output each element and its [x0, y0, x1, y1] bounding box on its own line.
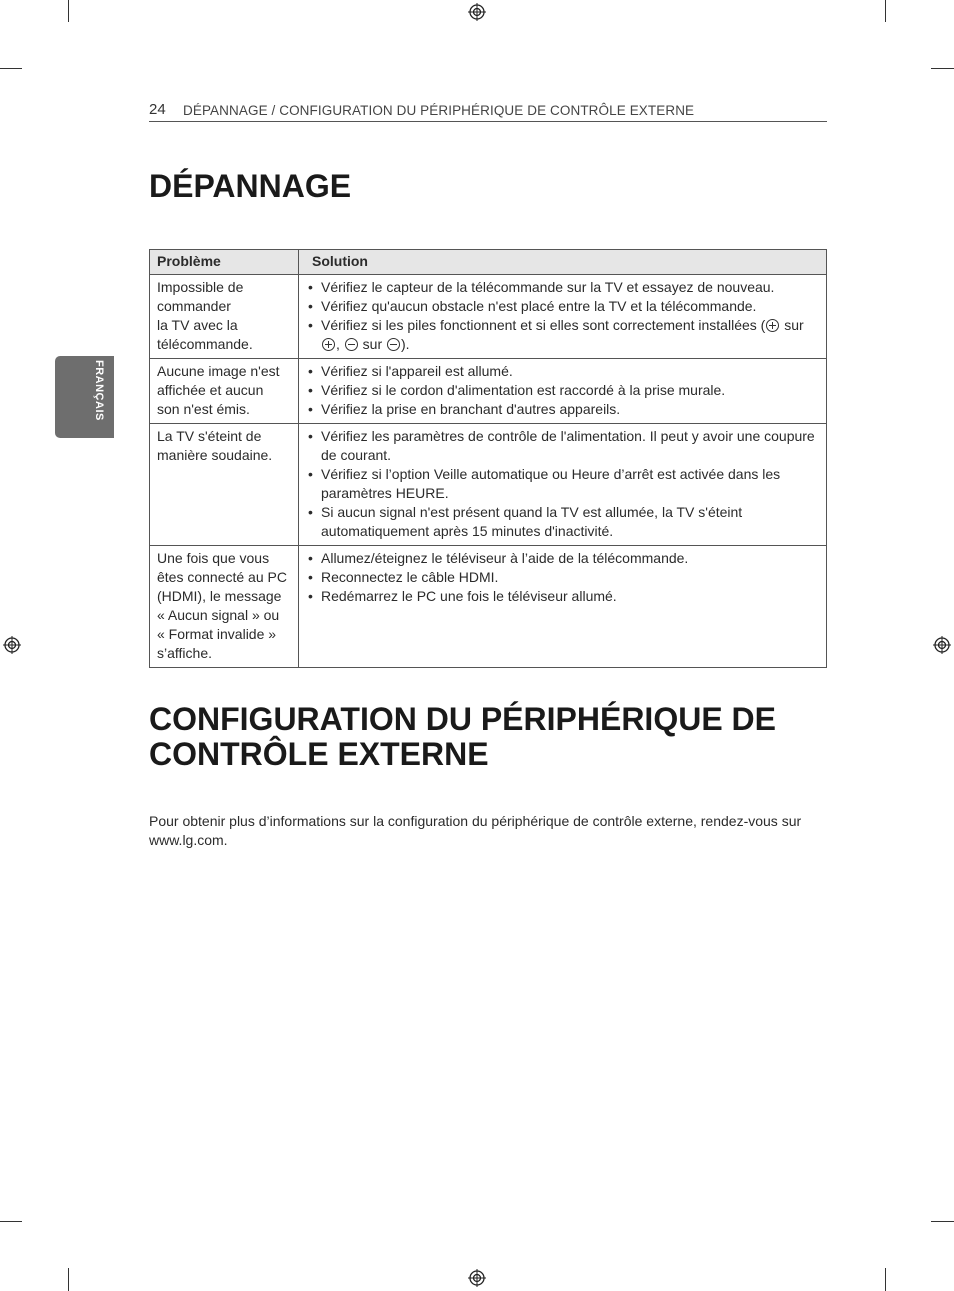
info-paragraph: Pour obtenir plus d’informations sur la configuration du périphérique de contrôle externe, rendez-vous sur www.lg.com. [149, 813, 802, 848]
solution-list [308, 427, 816, 541]
minus-terminal-icon [345, 338, 358, 351]
section-title-line: CONTRÔLE EXTERNE [149, 736, 489, 772]
minus-terminal-icon [387, 338, 400, 351]
registration-mark-icon [3, 636, 21, 654]
problem-line: télécommande. [157, 336, 253, 352]
problem-line: (HDMI), le message [157, 588, 282, 604]
problem-line: Impossible de [157, 279, 244, 295]
page-number: 24 [149, 101, 166, 118]
crop-mark [885, 1268, 886, 1291]
battery-text-end: ). [401, 336, 410, 352]
troubleshooting-table [149, 249, 827, 668]
solution-cell [299, 359, 827, 424]
crop-mark [68, 0, 69, 22]
solution-item-text: Vérifiez si les piles fonctionnent et si elles sont correctement installées ( [321, 317, 766, 333]
registration-mark-icon [468, 1269, 486, 1287]
table-row [150, 359, 827, 424]
table-row [150, 546, 827, 668]
section-title-troubleshooting: DÉPANNAGE [149, 168, 352, 204]
problem-line: s’affiche. [157, 645, 212, 661]
solution-cell [299, 546, 827, 668]
table-row [150, 275, 827, 359]
solution-item: • Si aucun signal n'est présent quand la TV est allumée, la TV s'éteint automatiquement après 15 minutes d'inactivité. [308, 503, 816, 541]
problem-line: manière soudaine. [157, 447, 273, 463]
problem-line: affichée et aucun [157, 382, 264, 398]
solution-item [308, 316, 816, 354]
language-tab-label: FRANÇAIS [93, 360, 105, 421]
solution-item: • Vérifiez si l’option Veille automatique ou Heure d’arrêt est activée dans les paramètres HEURE. [308, 465, 816, 503]
solution-item: • Vérifiez les paramètres de contrôle de l'alimentation. Il peut y avoir une coupure de courant. [308, 427, 816, 465]
problem-line: commander [157, 298, 231, 314]
section-title-line: CONFIGURATION DU PÉRIPHÉRIQUE DE [149, 701, 776, 737]
problem-cell [150, 546, 299, 668]
running-title: DÉPANNAGE / CONFIGURATION DU PÉRIPHÉRIQUE DE CONTRÔLE EXTERNE [183, 103, 695, 118]
solution-item: • Vérifiez le capteur de la télécommande sur la TV et essayez de nouveau. [308, 278, 816, 297]
solution-item: • Allumez/éteignez le téléviseur à l’aide de la télécommande. [308, 549, 816, 568]
problem-line: êtes connecté au PC [157, 569, 287, 585]
column-header-solution: Solution [299, 250, 827, 275]
plus-terminal-icon [766, 319, 779, 332]
problem-cell [150, 359, 299, 424]
crop-mark [885, 0, 886, 22]
solution-cell [299, 275, 827, 359]
solution-item: • Vérifiez la prise en branchant d'autres appareils. [308, 400, 816, 419]
battery-text-comma: , [336, 336, 344, 352]
problem-line: « Aucun signal » ou [157, 607, 280, 623]
crop-mark [931, 1221, 954, 1222]
crop-mark [68, 1268, 69, 1291]
battery-text-sur: sur [358, 336, 387, 352]
solution-cell [299, 424, 827, 546]
plus-terminal-icon [322, 338, 335, 351]
problem-line: « Format invalide » [157, 626, 277, 642]
header-divider [149, 121, 827, 122]
solution-item: • Vérifiez qu'aucun obstacle n'est placé entre la TV et la télécommande. [308, 297, 816, 316]
crop-mark [931, 68, 954, 69]
solution-item: • Redémarrez le PC une fois le téléviseur allumé. [308, 587, 816, 606]
problem-line: son n'est émis. [157, 401, 250, 417]
solution-item: • Vérifiez si le cordon d'alimentation est raccordé à la prise murale. [308, 381, 816, 400]
section-title-external-control [149, 702, 829, 772]
problem-cell [150, 275, 299, 359]
problem-line: La TV s'éteint de [157, 428, 262, 444]
language-tab [55, 356, 114, 438]
column-header-problem: Problème [150, 250, 299, 275]
table-row [150, 424, 827, 546]
problem-line: Aucune image n'est [157, 363, 280, 379]
solution-item: • Reconnectez le câble HDMI. [308, 568, 816, 587]
problem-cell [150, 424, 299, 546]
crop-mark [0, 1221, 22, 1222]
solution-list [308, 362, 816, 419]
solution-list [308, 549, 816, 606]
solution-list [308, 278, 816, 354]
table-header-row [150, 250, 827, 275]
crop-mark [0, 68, 22, 69]
registration-mark-icon [468, 3, 486, 21]
problem-line: Une fois que vous [157, 550, 270, 566]
battery-text-sur: sur [780, 317, 804, 333]
problem-line: la TV avec la [157, 317, 238, 333]
solution-item: • Vérifiez si l'appareil est allumé. [308, 362, 816, 381]
registration-mark-icon [933, 636, 951, 654]
